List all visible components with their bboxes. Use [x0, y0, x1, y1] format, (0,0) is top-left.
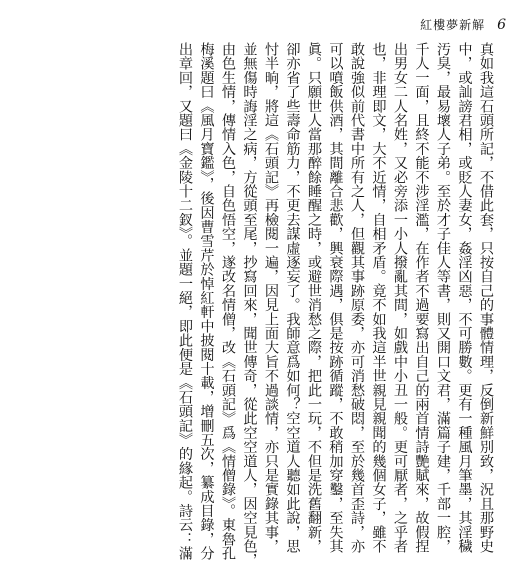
text-column: 汚臭，最易壞人子弟。至於才子佳人等書，則又開口文君，滿篇子建，千部一腔，: [435, 42, 451, 554]
body-text: [174, 42, 497, 567]
text-column: 梅溪題曰《風月寶鑑》，後因曹雪芹於悼紅軒中披閱十載，增刪五次，纂成目錄，分: [198, 42, 215, 561]
text-column: 真如我這石頭所記，不借此套，只按自己的事體情理，反倒新鮮別致，況且那野史: [478, 42, 494, 554]
text-column: 出章回，又題曰《金陵十二釵》。並題一絕，即此便是《石頭記》的緣起。詩云：滿: [177, 42, 193, 561]
text-column: 中，或訕謗君相，或貶人妻女，姦淫凶惡，不可勝數。更有一種風月筆墨，其淫穢: [456, 42, 473, 554]
page-header: [420, 16, 506, 33]
text-column: 並無傷時誨淫之病，方從頭至尾，抄寫回來，聞世傳奇，從此空空道人，因空見色，: [241, 42, 258, 567]
text-column: 可以噴飯供酒，其間離合悲歡，興衰際遇，俱是按跡循蹤，不敢稍加穿鑿，至失其: [327, 42, 344, 554]
text-column: 出男女二人名姓，又必旁添一小人撥亂其間，如戲中小丑一般。更可厭者，之乎者: [392, 42, 408, 554]
running-title: 紅樓夢新解: [420, 18, 486, 32]
text-column: 敢說強似前代書中所有之人，但觀其事跡原委，亦可消愁破悶，至於幾首歪詩，亦: [349, 42, 365, 554]
text-column: 也，非理即文，大不近情，自相矛盾。竟不如我這半世親見親聞的幾個女子，雖不: [370, 42, 387, 554]
text-column: 忖半晌，將這《石頭記》再檢閱一遍，因見上面大旨不過談情，亦只是實錄其事，: [263, 42, 279, 554]
page-number: 6: [497, 17, 506, 33]
text-column: 由色生情，傳情入色，自色悟空，遂改名情僧，改《石頭記》爲《情僧錄》。東魯孔: [220, 42, 236, 561]
text-column: 千人一面，且終不能不涉淫濫，在作者不過要寫出自己的兩首情詩艷賦來，故假捏: [413, 42, 430, 554]
text-column: 卻亦省了些壽命筋力，不更去謀虛逐妄了。我師意爲如何？空空道人聽如此說，思: [284, 42, 301, 554]
text-column: 眞。只願世人當那醉餘睡醒之時，或避世消愁之際，把此一玩，不但是洗舊翻新，: [306, 42, 322, 554]
